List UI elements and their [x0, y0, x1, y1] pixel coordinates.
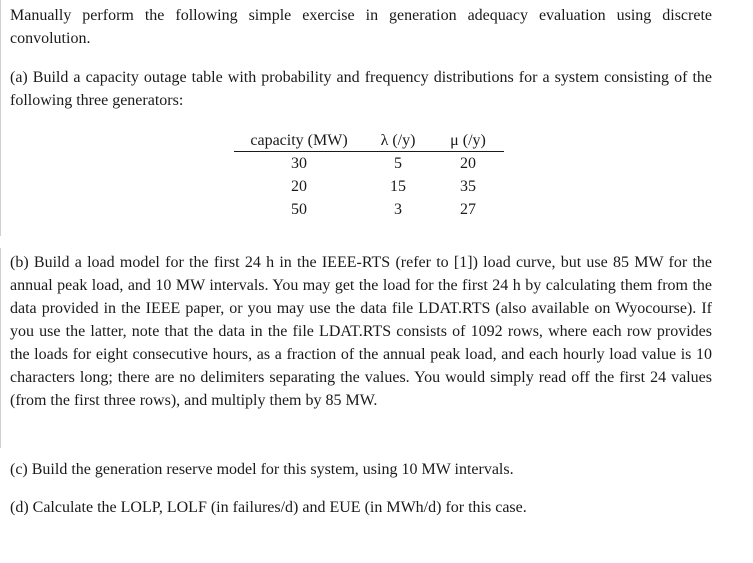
cell-mu: 27: [460, 201, 476, 218]
part-d-paragraph: (d) Calculate the LOLP, LOLF (in failures/d) and EUE (in MWh/d) for this case.: [10, 499, 527, 516]
left-border-line: [0, 0, 1, 236]
cell-lambda: 15: [390, 178, 406, 195]
part-b-paragraph: (b) Build a load model for the first 24 h in the IEEE-RTS (refer to [1]) load curve, but use 85 MW for the annual peak load, and 10 MW intervals. You may get the load for the first 24 h by calculating them from the data provided in the IEEE paper, or you may use the data file LDAT.RTS (also available on Wyocourse). If you use the latter, note that the data in the file LDAT.RTS consists of 1092 rows, where each row provides the loads for eight consecutive hours, as a fraction of the annual peak load, and each hourly load value is 10 characters long; there are no delimiters separating the values. You would simply read off the first 24 values (from the first three rows), and multiply them by 85 MW.: [10, 254, 712, 409]
left-border-line: [0, 248, 1, 448]
table-row: [234, 152, 504, 176]
cell-capacity: 30: [291, 155, 307, 172]
cell-lambda: 3: [394, 201, 402, 218]
cell-capacity: 20: [291, 178, 307, 195]
part-c-paragraph: (c) Build the generation reserve model for this system, using 10 MW intervals.: [10, 461, 514, 478]
cell-capacity: 50: [291, 201, 307, 218]
header-capacity: capacity (MW): [234, 129, 364, 152]
table-row: [234, 198, 504, 221]
table-row: [234, 175, 504, 198]
cell-mu: 35: [460, 178, 476, 195]
cell-lambda: 5: [394, 155, 402, 172]
header-lambda: λ (/y): [364, 129, 432, 152]
intro-paragraph: Manually perform the following simple exercise in generation adequacy evaluation using discrete convolution.: [10, 7, 712, 47]
cell-mu: 20: [460, 155, 476, 172]
header-mu: μ (/y): [432, 129, 504, 152]
table-header-row: [234, 129, 504, 152]
generator-table: [234, 129, 504, 221]
part-a-paragraph: (a) Build a capacity outage table with probability and frequency distributions for a system consisting of the following three generators:: [10, 69, 712, 109]
